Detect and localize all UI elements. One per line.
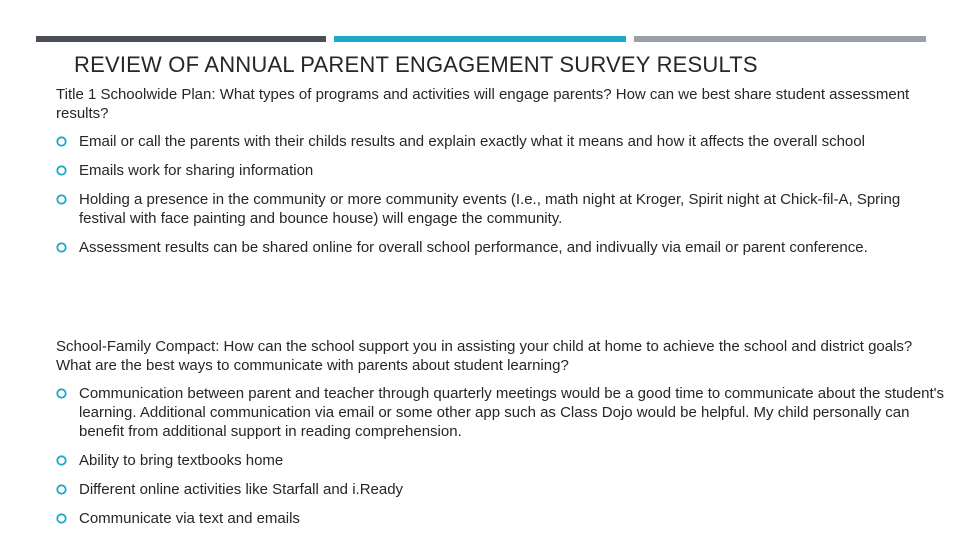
list-item xyxy=(56,384,946,441)
bullet-circle-icon xyxy=(56,388,67,399)
list-item-text: Emails work for sharing information xyxy=(79,162,314,179)
list-item-text: Communicate via text and emails xyxy=(79,510,300,527)
list-item-text: Assessment results can be shared online for overall school performance, and indivually via email or parent conference. xyxy=(79,239,868,256)
section-intro: Title 1 Schoolwide Plan: What types of programs and activities will engage parents? How can we best share student assessment results? xyxy=(56,86,910,122)
list-item-text: Ability to bring textbooks home xyxy=(79,452,284,469)
list-item xyxy=(56,451,946,470)
section-intro: School-Family Compact: How can the school support you in assisting your child at home to achieve the school and district goals? What are the best ways to communicate with parents about student learning? xyxy=(56,338,913,374)
slide-title: REVIEW OF ANNUAL PARENT ENGAGEMENT SURVEY RESULTS xyxy=(74,52,758,77)
bullet-circle-icon xyxy=(56,136,67,147)
bullet-circle-icon xyxy=(56,513,67,524)
bullet-list xyxy=(56,384,946,528)
list-item-text: Communication between parent and teacher through quarterly meetings would be a good time to communicate about the student's learning. Additional communication via email or some other app such as Class Dojo would be helpful. My child personally can benefit from additional support in reading comprehension. xyxy=(79,385,945,440)
bullet-circle-icon xyxy=(56,242,67,253)
top-bar-dark xyxy=(36,36,326,42)
top-bar-light xyxy=(634,36,926,42)
bullet-circle-icon xyxy=(56,194,67,205)
list-item xyxy=(56,132,946,151)
list-item xyxy=(56,480,946,499)
bullet-circle-icon xyxy=(56,455,67,466)
section-school-family-compact xyxy=(56,337,946,538)
list-item-text: Email or call the parents with their childs results and explain exactly what it means and how it affects the overall school xyxy=(79,133,865,150)
section-schoolwide-plan xyxy=(56,85,946,267)
list-item xyxy=(56,238,946,257)
bullet-circle-icon xyxy=(56,165,67,176)
list-item-text: Different online activities like Starfall and i.Ready xyxy=(79,481,404,498)
list-item xyxy=(56,190,946,228)
list-item xyxy=(56,509,946,528)
bullet-list xyxy=(56,132,946,257)
bullet-circle-icon xyxy=(56,484,67,495)
list-item xyxy=(56,161,946,180)
top-bar-accent xyxy=(334,36,626,42)
list-item-text: Holding a presence in the community or more community events (I.e., math night at Kroger, Spirit night at Chick-fil-A, Spring festival with face painting and bounce house) will engage the community. xyxy=(79,191,901,227)
